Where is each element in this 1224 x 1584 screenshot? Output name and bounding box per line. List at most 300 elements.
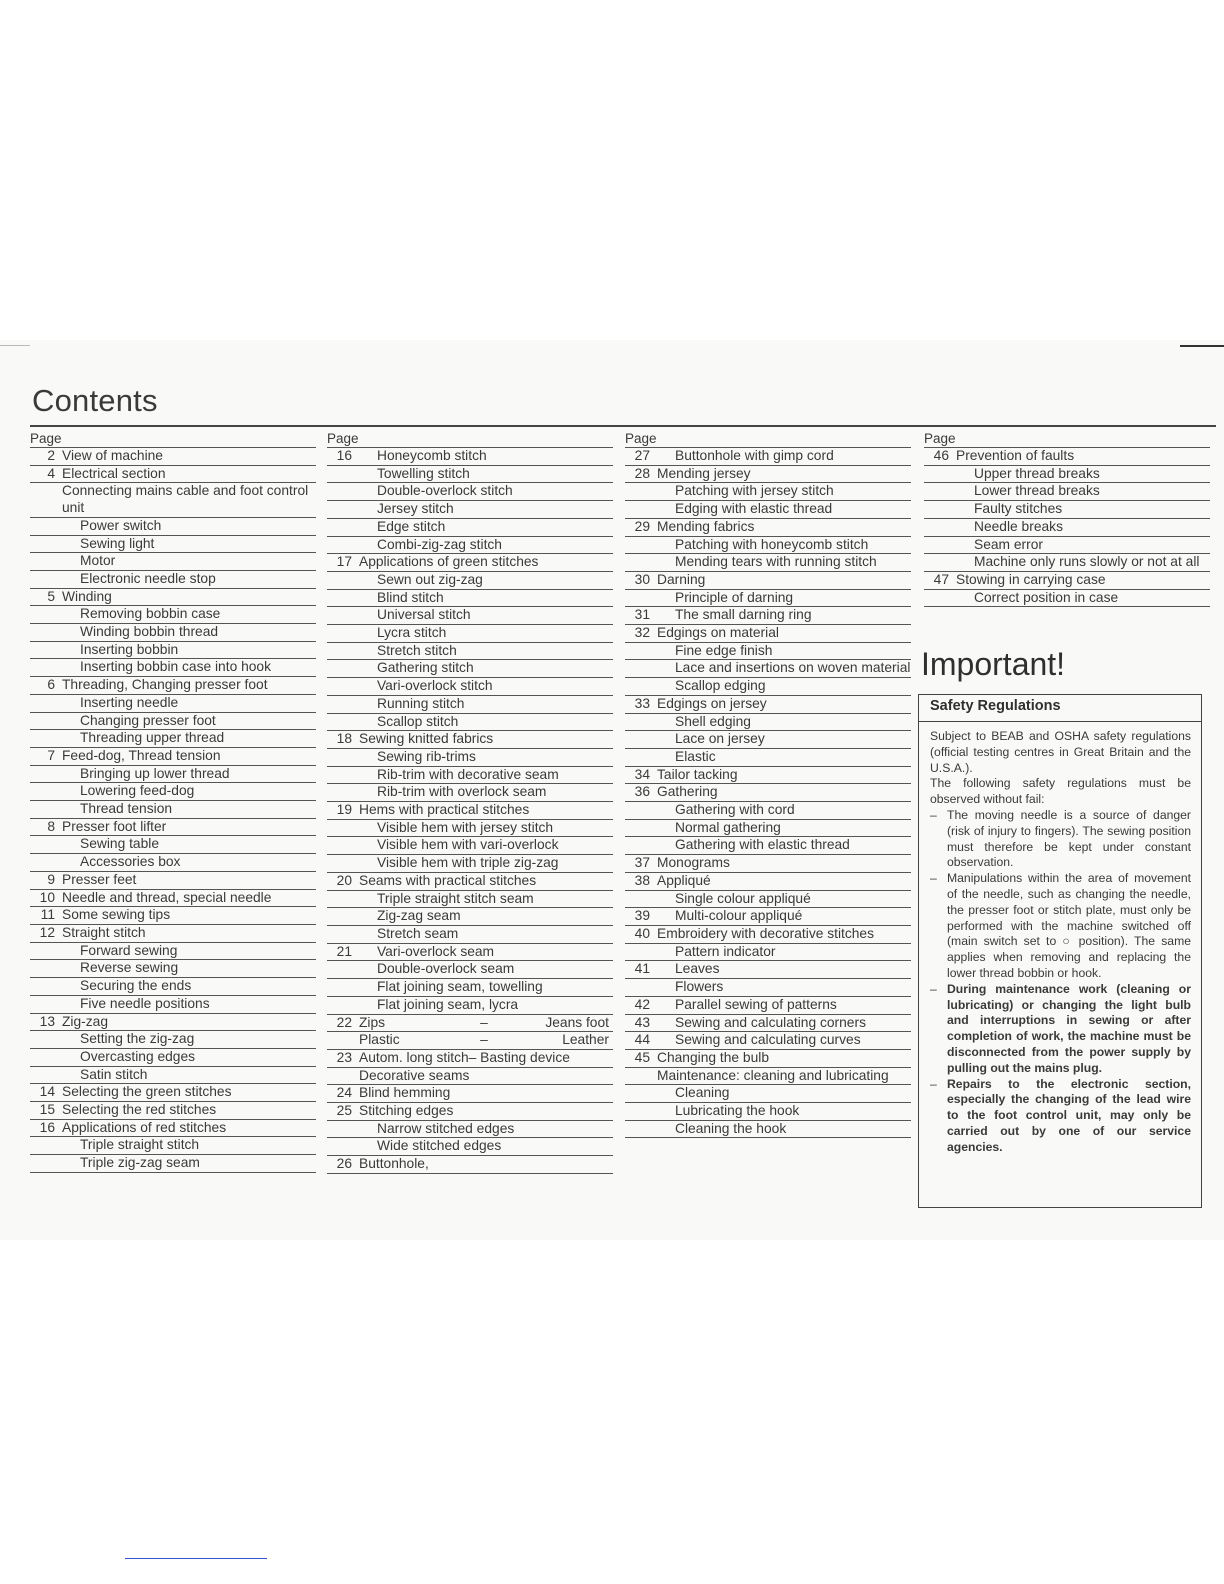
entry-title-part: – [480,1014,488,1030]
entry-title: Inserting bobbin case into hook [80,659,271,675]
page-number: 12 [39,924,55,940]
page-number: 31 [634,607,650,623]
contents-entry [625,979,911,997]
entry-title: Sewing light [80,535,155,551]
entry-title: View of machine [62,448,163,463]
contents-entry [30,571,316,589]
contents-entry [327,731,613,749]
contents-entry [625,731,911,749]
entry-title: Scallop edging [675,678,766,694]
page-number: 16 [39,1119,55,1135]
entry-title: Shell edging [675,713,751,729]
contents-entry [30,1137,316,1155]
entry-title: Stitching edges [359,1103,454,1119]
entry-title: Setting the zig-zag [80,1031,195,1047]
contents-entry [625,537,911,555]
safety-regulations-box [918,694,1202,1208]
entry-title: Autom. long stitch– Basting device [359,1049,570,1065]
entry-title: Connecting mains cable and foot control unit [62,483,309,516]
safety-instruction: The following safety regulations must be observed without fail: [930,776,1191,807]
entry-title: Buttonhole with gimp cord [675,448,834,463]
dash-bullet: – [930,981,937,996]
page-number: 23 [336,1049,352,1065]
entry-title: Fine edge finish [675,642,773,658]
contents-entry [327,979,613,997]
entry-title: Mending tears with running stitch [675,554,877,570]
page-number: 27 [634,448,650,463]
entry-title: Rib-trim with overlock seam [377,784,547,800]
entry-title: Pattern indicator [675,943,776,959]
entry-title: Lower thread breaks [974,483,1100,499]
contents-entry [625,572,911,590]
contents-entry [625,1032,911,1050]
safety-item [930,808,1191,871]
entry-title-part: Plastic [359,1032,400,1048]
title-rule [30,425,1216,427]
entry-title: Blind hemming [359,1085,451,1101]
entry-title-part: – [480,1032,488,1048]
entry-title: Selecting the green stitches [62,1084,232,1100]
page-number: 38 [634,872,650,888]
entry-title: Presser foot lifter [62,818,167,834]
entry-title: Elastic [675,748,716,764]
contents-entry [327,997,613,1015]
entry-title: Normal gathering [675,819,781,835]
entry-title: Vari-overlock stitch [377,678,493,694]
entry-title: Lowering feed-dog [80,783,195,799]
contents-entry [625,660,911,678]
entry-title: Blind stitch [377,589,444,605]
contents-entry [625,643,911,661]
entry-title: Straight stitch [62,924,146,940]
contents-entry [30,996,316,1014]
page-number: 2 [47,448,55,463]
entry-title: Sewn out zig-zag [377,571,483,587]
page-number: 10 [39,889,55,905]
entry-title: Motor [80,553,116,569]
entry-title: Threading upper thread [80,730,225,746]
contents-entry [327,1050,613,1068]
safety-list [930,808,1191,1156]
contents-entry [30,836,316,854]
contents-entry [327,1121,613,1139]
contents-entry [30,943,316,961]
entry-title: Prevention of faults [956,448,1075,463]
entry-title: Buttonhole, [359,1156,429,1172]
important-heading: Important! [921,646,1066,682]
entry-title: Thread tension [80,801,173,817]
entry-title: Stretch stitch [377,642,457,658]
entry-title: Sewing rib-trims [377,748,476,764]
contents-entry [30,1084,316,1102]
entry-title: Five needle positions [80,995,210,1011]
contents-entry [30,907,316,925]
page-number: 33 [634,695,650,711]
entry-title: Decorative seams [359,1067,470,1083]
contents-entry [625,926,911,944]
page-number: 43 [634,1014,650,1030]
entry-title: Stowing in carrying case [956,571,1106,587]
contents-entry [625,483,911,501]
entry-title: Mending jersey [657,465,751,481]
entry-title: Universal stitch [377,607,471,623]
contents-entry [924,466,1210,484]
page-number: 29 [634,518,650,534]
entry-title: Winding bobbin thread [80,624,219,640]
entry-title: Stretch seam [377,925,459,941]
safety-item-text: During maintenance work (cleaning or lubricating) or changing the light bulb and interruptions in sewing or after completion of work, the machine must be disconnected from the power supply by pulling out the mains plug. [947,981,1191,1075]
page-number: 47 [933,571,949,587]
entry-title: Embroidery with decorative stitches [657,925,875,941]
contents-entry [30,1049,316,1067]
contents-entry [625,448,911,466]
contents-entry [625,554,911,572]
contents-entry [327,820,613,838]
entry-title: Forward sewing [80,942,178,958]
entry-title: Inserting bobbin [80,641,179,657]
entry-title: Scallop stitch [377,713,459,729]
contents-entry [625,678,911,696]
contents-entry [327,961,613,979]
contents-entry [625,749,911,767]
contents-entry [625,767,911,785]
contents-entry [30,518,316,536]
contents-entry [327,466,613,484]
contents-entry [327,643,613,661]
entry-title: Gathering [657,784,718,800]
entry-title-pair [359,1032,613,1049]
page-number: 36 [634,784,650,800]
entry-title: Lace on jersey [675,731,765,747]
page-number: 46 [933,448,949,463]
entry-title: Bringing up lower thread [80,765,230,781]
entry-title: Reverse sewing [80,960,179,976]
entry-title: Triple straight stitch seam [377,890,534,906]
contents-entry [625,891,911,909]
contents-entry [327,767,613,785]
page-number: 41 [634,961,650,977]
page-title: Contents [32,383,158,418]
page-number: 37 [634,855,650,871]
entry-title: Combi-zig-zag stitch [377,536,502,552]
scan-edge-mark [0,345,30,346]
page-number: 32 [634,625,650,641]
page-number: 40 [634,925,650,941]
page-number: 30 [634,571,650,587]
contents-entry [625,997,911,1015]
entry-title: Electronic needle stop [80,570,216,586]
contents-entry [30,1067,316,1085]
bottom-link-underline [125,1558,267,1559]
contents-entry [327,483,613,501]
dash-bullet: – [930,871,937,886]
contents-entry [327,837,613,855]
entry-title: Visible hem with triple zig-zag [377,855,559,871]
page-number: 17 [336,554,352,570]
entry-title: Jersey stitch [377,501,454,517]
entry-title: Maintenance: cleaning and lubricating [657,1067,889,1083]
entry-title: Hems with practical stitches [359,802,530,818]
page-column-header: Page [625,430,911,448]
contents-entry [327,944,613,962]
contents-entry [327,714,613,732]
page-number: 19 [336,802,352,818]
entry-title: Overcasting edges [80,1048,196,1064]
page-number: 45 [634,1049,650,1065]
entry-title: Selecting the red stitches [62,1102,217,1118]
entry-title: The small darning ring [675,607,812,623]
page-number: 7 [47,747,55,763]
entry-title: Gathering with elastic thread [675,837,850,853]
contents-entry [924,519,1210,537]
contents-entry [625,501,911,519]
contents-entry [30,1120,316,1138]
contents-entry [30,448,316,466]
entry-title: Edge stitch [377,518,446,534]
entry-title: Needle and thread, special needle [62,889,272,905]
contents-entry [30,659,316,677]
contents-entry [625,696,911,714]
entry-title: Edgings on material [657,625,779,641]
page-number: 18 [336,731,352,747]
entry-title: Rib-trim with decorative seam [377,766,559,782]
entry-title-pair [359,1015,613,1032]
page-number: 26 [336,1156,352,1172]
contents-entry [327,1032,613,1050]
contents-column-3 [625,430,911,1138]
contents-entry [327,926,613,944]
contents-entry [625,873,911,891]
entry-title: Securing the ends [80,978,192,994]
page-number: 16 [336,448,352,463]
contents-entry [327,519,613,537]
contents-entry [327,678,613,696]
entry-title: Removing bobbin case [80,606,221,622]
page-number: 13 [39,1013,55,1029]
contents-entry [924,572,1210,590]
contents-entry [30,801,316,819]
contents-entry [30,589,316,607]
contents-entry [625,466,911,484]
page-number: 44 [634,1032,650,1048]
contents-entry [30,536,316,554]
entry-title: Faulty stitches [974,501,1063,517]
page-number: 42 [634,996,650,1012]
entry-title: Sewing knitted fabrics [359,731,494,747]
contents-entry [625,714,911,732]
contents-entry [327,696,613,714]
safety-item-text: The moving needle is a source of danger (risk of injury to fingers). The sewing position must therefore be kept under constant observation. [947,807,1191,870]
safety-item-text: Manipulations within the area of movement of the needle, such as changing the needle, the presser foot or stitch plate, must only be performed with the machine switched off (main switch set to ○ position). The same applies when removing and replacing the lower thread bobbin or hook. [947,871,1191,980]
contents-entry [327,1138,613,1156]
contents-column-1 [30,430,316,1173]
entry-title: Patching with jersey stitch [675,483,834,499]
contents-entry [625,1015,911,1033]
page-number: 22 [336,1014,352,1030]
safety-intro: Subject to BEAB and OSHA safety regulations (official testing centres in Great Britain and the U.S.A.). [930,729,1191,775]
entry-title: Narrow stitched edges [377,1120,515,1136]
contents-entry [30,624,316,642]
entry-title: Leaves [675,961,720,977]
contents-entry [30,730,316,748]
entry-title: Zig-zag seam [377,908,461,924]
entry-title: Lubricating the hook [675,1103,800,1119]
entry-title: Double-overlock stitch [377,483,513,499]
contents-entry [327,660,613,678]
contents-column-4 [924,430,1210,607]
contents-entry [30,642,316,660]
contents-entry [30,483,316,517]
contents-entry [30,819,316,837]
entry-title: Machine only runs slowly or not at all [974,554,1200,570]
contents-entry [327,1103,613,1121]
contents-entry [327,607,613,625]
contents-entry [327,891,613,909]
entry-title: Cleaning the hook [675,1120,787,1136]
contents-column-2 [327,430,613,1174]
entry-title: Flowers [675,979,724,995]
entry-title: Cleaning [675,1085,730,1101]
contents-entry [625,1121,911,1139]
page-number: 15 [39,1102,55,1118]
entry-title: Accessories box [80,854,181,870]
entry-title: Flat joining seam, lycra [377,996,519,1012]
entry-title: Triple zig-zag seam [80,1155,200,1171]
entry-title: Gathering stitch [377,660,474,676]
entry-title: Electrical section [62,465,166,481]
entry-title: Sewing and calculating curves [675,1032,861,1048]
entry-title: Seams with practical stitches [359,872,537,888]
page-number: 4 [47,465,55,481]
contents-entry [327,784,613,802]
entry-title: Principle of darning [675,589,794,605]
contents-entry [625,590,911,608]
contents-entry [327,1085,613,1103]
entry-title: Upper thread breaks [974,465,1100,481]
page-number: 25 [336,1103,352,1119]
contents-entry [625,961,911,979]
contents-entry [327,1156,613,1174]
contents-entry [625,802,911,820]
contents-entry [30,695,316,713]
contents-entry [30,872,316,890]
page-number: 34 [634,766,650,782]
entry-title: Sewing and calculating corners [675,1014,866,1030]
contents-entry [924,501,1210,519]
contents-entry [327,1015,613,1033]
entry-title: Multi-colour appliqué [675,908,803,924]
page-number: 5 [47,588,55,604]
contents-entry [30,748,316,766]
contents-entry [30,854,316,872]
contents-entry [30,766,316,784]
contents-entry [30,553,316,571]
contents-entry [924,554,1210,572]
entry-title: Vari-overlock seam [377,943,495,959]
contents-entry [327,554,613,572]
safety-item-text: Repairs to the electronic section, especially the changing of the lead wire to the foot control unit, may only be carried out by one of our service agencies. [947,1076,1191,1154]
entry-title: Applications of green stitches [359,554,539,570]
entry-title: Power switch [80,517,162,533]
entry-title: Presser feet [62,871,137,887]
contents-entry [327,873,613,891]
entry-title: Applications of red stitches [62,1119,227,1135]
contents-entry [327,572,613,590]
contents-entry [625,908,911,926]
safety-item [930,1077,1191,1156]
entry-title: Parallel sewing of patterns [675,996,837,1012]
contents-entry [924,590,1210,608]
contents-entry [327,501,613,519]
safety-box-title: Safety Regulations [919,695,1201,722]
entry-title: Honeycomb stitch [377,448,487,463]
contents-entry [327,1068,613,1086]
entry-title: Triple straight stitch [80,1137,200,1153]
contents-entry [625,1068,911,1086]
entry-title: Changing presser foot [80,712,216,728]
contents-entry [327,855,613,873]
page-column-header: Page [924,430,1210,448]
safety-box-body [919,722,1201,1156]
contents-entry [30,713,316,731]
contents-entry [327,749,613,767]
page-number: 6 [47,677,55,693]
entry-title: Flat joining seam, towelling [377,979,543,995]
page-number: 14 [39,1084,55,1100]
entry-title: Changing the bulb [657,1049,769,1065]
entry-title: Threading, Changing presser foot [62,677,268,693]
contents-entry [625,607,911,625]
contents-entry [327,625,613,643]
contents-entry [30,466,316,484]
page-number: 21 [336,943,352,959]
entry-title-part: Zips [359,1014,386,1030]
contents-entry [625,855,911,873]
safety-item [930,982,1191,1077]
entry-title: Visible hem with vari-overlock [377,837,559,853]
safety-item [930,871,1191,982]
contents-entry [327,448,613,466]
entry-title: Visible hem with jersey stitch [377,819,554,835]
dash-bullet: – [930,807,937,822]
entry-title: Darning [657,571,706,587]
page-number: 9 [47,871,55,887]
entry-title: Needle breaks [974,518,1063,534]
contents-entry [327,537,613,555]
contents-entry [327,590,613,608]
scan-edge-rule [1180,345,1224,347]
page-number: 24 [336,1085,352,1101]
contents-entry [30,1014,316,1032]
page-number: 11 [40,907,55,923]
entry-title: Lycra stitch [377,625,447,641]
page-column-header: Page [30,430,316,448]
entry-title: Winding [62,588,112,604]
contents-entry [30,960,316,978]
contents-entry [924,537,1210,555]
entry-title: Wide stitched edges [377,1138,502,1154]
contents-entry [30,1102,316,1120]
contents-entry [625,519,911,537]
entry-title: Appliqué [657,872,711,888]
entry-title: Some sewing tips [62,907,171,923]
contents-entry [625,1050,911,1068]
entry-title-part: Leather [562,1032,609,1048]
entry-title: Sewing table [80,836,160,852]
entry-title: Towelling stitch [377,465,470,481]
contents-entry [327,908,613,926]
contents-entry [625,1103,911,1121]
